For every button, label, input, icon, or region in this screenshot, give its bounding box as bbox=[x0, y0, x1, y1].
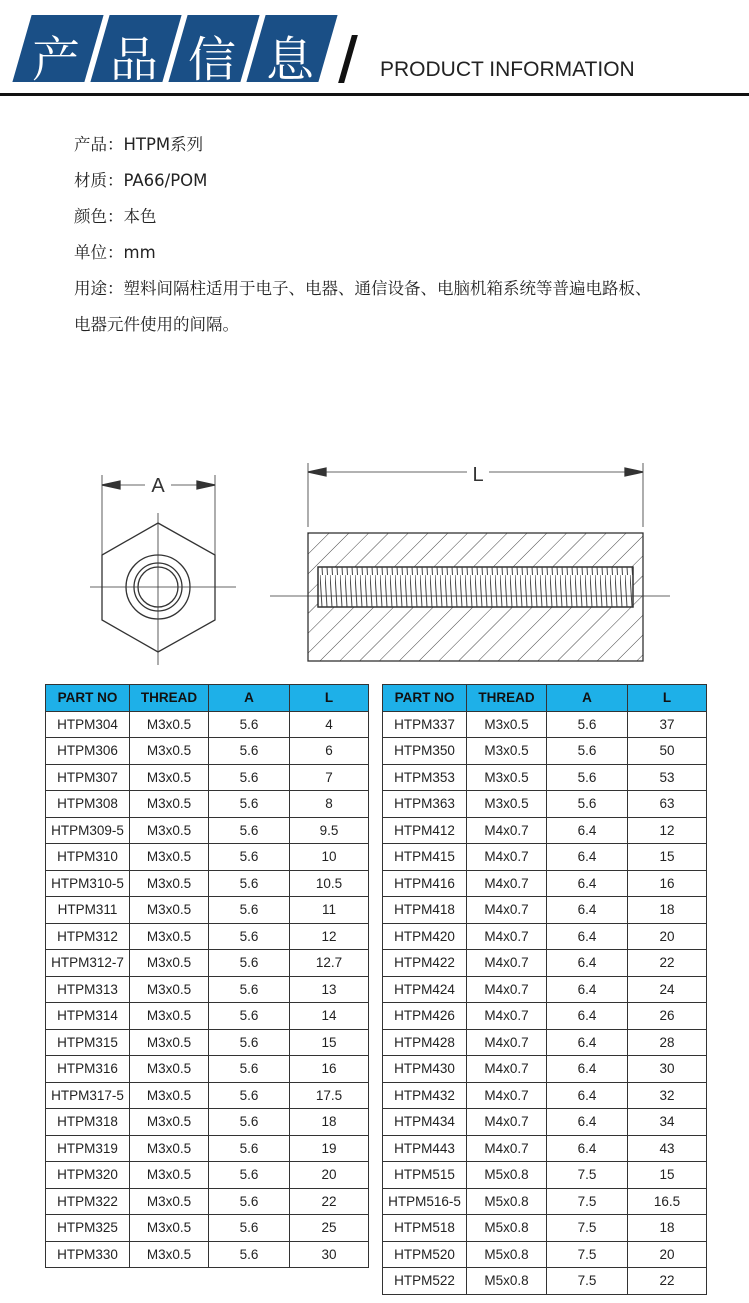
table-row bbox=[46, 1082, 369, 1109]
table-cell: 50 bbox=[628, 738, 707, 765]
table-cell: HTPM430 bbox=[383, 1056, 467, 1083]
table-cell: HTPM412 bbox=[383, 817, 467, 844]
table-cell: HTPM314 bbox=[46, 1003, 130, 1030]
table-cell: 6.4 bbox=[547, 844, 628, 871]
table-cell: 7.5 bbox=[547, 1268, 628, 1295]
table-cell: HTPM426 bbox=[383, 1003, 467, 1030]
table-cell: 5.6 bbox=[209, 1188, 290, 1215]
table-row bbox=[383, 923, 707, 950]
table-cell: 43 bbox=[628, 1135, 707, 1162]
table-cell: 5.6 bbox=[209, 870, 290, 897]
table-cell: 6.4 bbox=[547, 1029, 628, 1056]
table-cell: 17.5 bbox=[290, 1082, 369, 1109]
spec-table-right bbox=[382, 684, 707, 1295]
table-row bbox=[46, 870, 369, 897]
table-row bbox=[46, 950, 369, 977]
table-row bbox=[46, 738, 369, 765]
table-cell: M4x0.7 bbox=[467, 976, 547, 1003]
subtitle: PRODUCT INFORMATION bbox=[380, 58, 635, 81]
table-cell: 16.5 bbox=[628, 1188, 707, 1215]
info-line: 材质：PA66/POM bbox=[74, 171, 208, 190]
table-row bbox=[46, 1162, 369, 1189]
table-row bbox=[383, 1029, 707, 1056]
table-cell: 18 bbox=[628, 897, 707, 924]
table-cell: 5.6 bbox=[209, 976, 290, 1003]
table-cell: 16 bbox=[628, 870, 707, 897]
table-cell: 7.5 bbox=[547, 1162, 628, 1189]
table-row bbox=[46, 897, 369, 924]
table-row bbox=[46, 923, 369, 950]
table-cell: 7.5 bbox=[547, 1241, 628, 1268]
table-cell: 5.6 bbox=[209, 844, 290, 871]
table-cell: M3x0.5 bbox=[130, 1188, 209, 1215]
table-cell: HTPM416 bbox=[383, 870, 467, 897]
table-cell: 5.6 bbox=[209, 711, 290, 738]
table-row bbox=[383, 1109, 707, 1136]
table-cell: HTPM304 bbox=[46, 711, 130, 738]
table-cell: HTPM424 bbox=[383, 976, 467, 1003]
header-rule bbox=[0, 93, 749, 96]
info-line: 电器元件使用的间隔。 bbox=[74, 315, 239, 334]
table-cell: 22 bbox=[628, 1268, 707, 1295]
technical-drawing bbox=[90, 455, 680, 670]
table-cell: HTPM307 bbox=[46, 764, 130, 791]
table-cell: 18 bbox=[628, 1215, 707, 1242]
table-cell: HTPM418 bbox=[383, 897, 467, 924]
table-cell: 6.4 bbox=[547, 950, 628, 977]
table-cell: M4x0.7 bbox=[467, 1056, 547, 1083]
table-cell: M4x0.7 bbox=[467, 870, 547, 897]
table-cell: HTPM330 bbox=[46, 1241, 130, 1268]
table-cell: HTPM422 bbox=[383, 950, 467, 977]
table-cell: HTPM443 bbox=[383, 1135, 467, 1162]
table-row bbox=[383, 1188, 707, 1215]
table-cell: 4 bbox=[290, 711, 369, 738]
table-row bbox=[46, 844, 369, 871]
table-cell: HTPM309-5 bbox=[46, 817, 130, 844]
table-cell: M5x0.8 bbox=[467, 1162, 547, 1189]
table-cell: 10 bbox=[290, 844, 369, 871]
table-cell: 30 bbox=[628, 1056, 707, 1083]
table-cell: 7 bbox=[290, 764, 369, 791]
table-cell: 19 bbox=[290, 1135, 369, 1162]
table-cell: M3x0.5 bbox=[130, 950, 209, 977]
title-char: 品 bbox=[109, 32, 158, 88]
table-cell: HTPM434 bbox=[383, 1109, 467, 1136]
table-cell: M3x0.5 bbox=[130, 1056, 209, 1083]
table-row bbox=[46, 791, 369, 818]
table-cell: 15 bbox=[290, 1029, 369, 1056]
side-section-view bbox=[270, 463, 670, 661]
table-cell: 25 bbox=[290, 1215, 369, 1242]
table-row bbox=[383, 870, 707, 897]
table-cell: 5.6 bbox=[547, 764, 628, 791]
table-cell: HTPM428 bbox=[383, 1029, 467, 1056]
dimension-l-label: L bbox=[472, 464, 484, 486]
table-cell: 5.6 bbox=[209, 1109, 290, 1136]
table-cell: M3x0.5 bbox=[130, 1082, 209, 1109]
table-cell: 11 bbox=[290, 897, 369, 924]
table-cell: M4x0.7 bbox=[467, 1003, 547, 1030]
table-cell: 22 bbox=[290, 1188, 369, 1215]
table-cell: 24 bbox=[628, 976, 707, 1003]
table-row bbox=[383, 711, 707, 738]
table-cell: HTPM320 bbox=[46, 1162, 130, 1189]
table-cell: M3x0.5 bbox=[130, 844, 209, 871]
column-header: L bbox=[628, 685, 707, 712]
table-cell: M4x0.7 bbox=[467, 1135, 547, 1162]
table-cell: HTPM363 bbox=[383, 791, 467, 818]
table-cell: 7.5 bbox=[547, 1215, 628, 1242]
table-cell: 5.6 bbox=[209, 1241, 290, 1268]
table-cell: M3x0.5 bbox=[130, 1003, 209, 1030]
table-row bbox=[383, 1162, 707, 1189]
table-cell: M3x0.5 bbox=[467, 764, 547, 791]
info-line: 产品：HTPM系列 bbox=[74, 135, 204, 154]
column-header: THREAD bbox=[467, 685, 547, 712]
table-cell: M3x0.5 bbox=[130, 738, 209, 765]
info-line: 用途：塑料间隔柱适用于电子、电器、通信设备、电脑机箱系统等普遍电路板、 bbox=[74, 279, 652, 298]
spec-table-left bbox=[45, 684, 369, 1268]
table-cell: HTPM432 bbox=[383, 1082, 467, 1109]
info-line: 颜色：本色 bbox=[74, 207, 157, 226]
table-cell: 6.4 bbox=[547, 976, 628, 1003]
table-cell: 14 bbox=[290, 1003, 369, 1030]
table-cell: 5.6 bbox=[209, 950, 290, 977]
table-cell: 10.5 bbox=[290, 870, 369, 897]
table-row bbox=[383, 1056, 707, 1083]
table-row bbox=[383, 1268, 707, 1295]
table-cell: M5x0.8 bbox=[467, 1188, 547, 1215]
table-cell: 5.6 bbox=[209, 923, 290, 950]
table-cell: HTPM310-5 bbox=[46, 870, 130, 897]
table-row bbox=[383, 764, 707, 791]
table-row bbox=[46, 1029, 369, 1056]
title-char: 息 bbox=[265, 32, 314, 88]
table-row bbox=[383, 844, 707, 871]
table-cell: M4x0.7 bbox=[467, 844, 547, 871]
table-cell: M5x0.8 bbox=[467, 1241, 547, 1268]
table-cell: 20 bbox=[628, 923, 707, 950]
table-cell: HTPM319 bbox=[46, 1135, 130, 1162]
table-cell: 5.6 bbox=[209, 897, 290, 924]
table-row bbox=[46, 1188, 369, 1215]
table-cell: M4x0.7 bbox=[467, 950, 547, 977]
table-row bbox=[383, 1135, 707, 1162]
table-cell: HTPM311 bbox=[46, 897, 130, 924]
table-cell: 30 bbox=[290, 1241, 369, 1268]
table-cell: 37 bbox=[628, 711, 707, 738]
table-cell: HTPM350 bbox=[383, 738, 467, 765]
table-row bbox=[46, 1056, 369, 1083]
table-cell: 9.5 bbox=[290, 817, 369, 844]
table-cell: HTPM518 bbox=[383, 1215, 467, 1242]
table-cell: 5.6 bbox=[209, 1135, 290, 1162]
table-cell: 6 bbox=[290, 738, 369, 765]
table-cell: M3x0.5 bbox=[467, 711, 547, 738]
table-cell: 6.4 bbox=[547, 1109, 628, 1136]
table-cell: HTPM312 bbox=[46, 923, 130, 950]
table-cell: 5.6 bbox=[547, 738, 628, 765]
table-row bbox=[46, 1109, 369, 1136]
table-cell: HTPM322 bbox=[46, 1188, 130, 1215]
table-cell: 15 bbox=[628, 1162, 707, 1189]
table-cell: HTPM316 bbox=[46, 1056, 130, 1083]
table-row bbox=[383, 976, 707, 1003]
table-cell: M4x0.7 bbox=[467, 817, 547, 844]
table-cell: 5.6 bbox=[209, 1056, 290, 1083]
table-cell: 6.4 bbox=[547, 1082, 628, 1109]
table-cell: M4x0.7 bbox=[467, 1029, 547, 1056]
table-cell: HTPM306 bbox=[46, 738, 130, 765]
column-header: THREAD bbox=[130, 685, 209, 712]
table-cell: HTPM317-5 bbox=[46, 1082, 130, 1109]
table-cell: HTPM420 bbox=[383, 923, 467, 950]
table-cell: M3x0.5 bbox=[130, 1135, 209, 1162]
table-cell: M4x0.7 bbox=[467, 923, 547, 950]
table-cell: 15 bbox=[628, 844, 707, 871]
table-cell: 5.6 bbox=[209, 1215, 290, 1242]
table-cell: HTPM353 bbox=[383, 764, 467, 791]
table-cell: 5.6 bbox=[209, 791, 290, 818]
table-row bbox=[383, 738, 707, 765]
table-row bbox=[46, 817, 369, 844]
table-cell: 13 bbox=[290, 976, 369, 1003]
table-row bbox=[46, 764, 369, 791]
table-cell: M3x0.5 bbox=[130, 1029, 209, 1056]
column-header: A bbox=[209, 685, 290, 712]
table-cell: HTPM308 bbox=[46, 791, 130, 818]
table-cell: M3x0.5 bbox=[130, 764, 209, 791]
column-header: PART NO bbox=[383, 685, 467, 712]
table-cell: M3x0.5 bbox=[467, 738, 547, 765]
table-cell: M5x0.8 bbox=[467, 1215, 547, 1242]
table-cell: HTPM337 bbox=[383, 711, 467, 738]
table-cell: 6.4 bbox=[547, 1003, 628, 1030]
table-cell: 20 bbox=[290, 1162, 369, 1189]
table-cell: 12 bbox=[290, 923, 369, 950]
table-cell: HTPM312-7 bbox=[46, 950, 130, 977]
table-cell: 22 bbox=[628, 950, 707, 977]
table-row bbox=[46, 711, 369, 738]
table-cell: M4x0.7 bbox=[467, 1082, 547, 1109]
table-cell: 5.6 bbox=[209, 1029, 290, 1056]
table-cell: HTPM522 bbox=[383, 1268, 467, 1295]
table-row bbox=[383, 897, 707, 924]
table-cell: M3x0.5 bbox=[130, 791, 209, 818]
table-cell: 5.6 bbox=[547, 791, 628, 818]
table-cell: 7.5 bbox=[547, 1188, 628, 1215]
table-row bbox=[383, 817, 707, 844]
table-row bbox=[383, 1215, 707, 1242]
table-row bbox=[46, 1003, 369, 1030]
table-cell: 5.6 bbox=[547, 711, 628, 738]
dimension-a-label: A bbox=[151, 475, 165, 497]
table-cell: 12 bbox=[628, 817, 707, 844]
table-cell: M3x0.5 bbox=[130, 976, 209, 1003]
table-cell: M4x0.7 bbox=[467, 1109, 547, 1136]
table-cell: M3x0.5 bbox=[130, 897, 209, 924]
column-header: L bbox=[290, 685, 369, 712]
table-cell: 20 bbox=[628, 1241, 707, 1268]
table-cell: HTPM318 bbox=[46, 1109, 130, 1136]
column-header: PART NO bbox=[46, 685, 130, 712]
table-cell: 6.4 bbox=[547, 1135, 628, 1162]
table-cell: 26 bbox=[628, 1003, 707, 1030]
table-cell: HTPM516-5 bbox=[383, 1188, 467, 1215]
divider-slash bbox=[338, 35, 358, 83]
table-cell: 34 bbox=[628, 1109, 707, 1136]
table-cell: 12.7 bbox=[290, 950, 369, 977]
table-cell: HTPM315 bbox=[46, 1029, 130, 1056]
table-cell: 5.6 bbox=[209, 817, 290, 844]
spec-info bbox=[74, 132, 652, 348]
table-cell: 6.4 bbox=[547, 1056, 628, 1083]
table-cell: M3x0.5 bbox=[130, 1241, 209, 1268]
table-cell: 6.4 bbox=[547, 923, 628, 950]
table-row bbox=[46, 1241, 369, 1268]
table-cell: 5.6 bbox=[209, 764, 290, 791]
table-cell: M3x0.5 bbox=[130, 870, 209, 897]
table-row bbox=[383, 791, 707, 818]
title-char: 产 bbox=[31, 32, 80, 88]
table-row bbox=[383, 1003, 707, 1030]
table-cell: 6.4 bbox=[547, 870, 628, 897]
table-cell: M3x0.5 bbox=[130, 923, 209, 950]
table-cell: HTPM313 bbox=[46, 976, 130, 1003]
table-cell: M3x0.5 bbox=[130, 1162, 209, 1189]
table-cell: M3x0.5 bbox=[130, 711, 209, 738]
table-row bbox=[383, 950, 707, 977]
table-cell: 5.6 bbox=[209, 1082, 290, 1109]
table-cell: M3x0.5 bbox=[130, 1109, 209, 1136]
table-cell: M3x0.5 bbox=[130, 817, 209, 844]
table-row bbox=[46, 1215, 369, 1242]
table-row bbox=[46, 1135, 369, 1162]
table-cell: 5.6 bbox=[209, 1003, 290, 1030]
table-cell: HTPM310 bbox=[46, 844, 130, 871]
table-cell: 5.6 bbox=[209, 1162, 290, 1189]
title-char: 信 bbox=[187, 32, 236, 88]
table-cell: 6.4 bbox=[547, 897, 628, 924]
table-cell: 16 bbox=[290, 1056, 369, 1083]
table-cell: HTPM515 bbox=[383, 1162, 467, 1189]
table-cell: HTPM325 bbox=[46, 1215, 130, 1242]
table-cell: 63 bbox=[628, 791, 707, 818]
table-cell: 18 bbox=[290, 1109, 369, 1136]
hex-end-view bbox=[90, 475, 236, 665]
info-line: 单位：mm bbox=[74, 243, 156, 262]
table-row bbox=[46, 976, 369, 1003]
table-row bbox=[383, 1241, 707, 1268]
column-header: A bbox=[547, 685, 628, 712]
table-cell: HTPM415 bbox=[383, 844, 467, 871]
table-cell: 32 bbox=[628, 1082, 707, 1109]
table-cell: HTPM520 bbox=[383, 1241, 467, 1268]
table-cell: 8 bbox=[290, 791, 369, 818]
table-cell: 53 bbox=[628, 764, 707, 791]
table-cell: M5x0.8 bbox=[467, 1268, 547, 1295]
table-cell: M4x0.7 bbox=[467, 897, 547, 924]
table-cell: 28 bbox=[628, 1029, 707, 1056]
table-row bbox=[383, 1082, 707, 1109]
table-cell: M3x0.5 bbox=[467, 791, 547, 818]
table-cell: 6.4 bbox=[547, 817, 628, 844]
table-cell: 5.6 bbox=[209, 738, 290, 765]
table-cell: M3x0.5 bbox=[130, 1215, 209, 1242]
